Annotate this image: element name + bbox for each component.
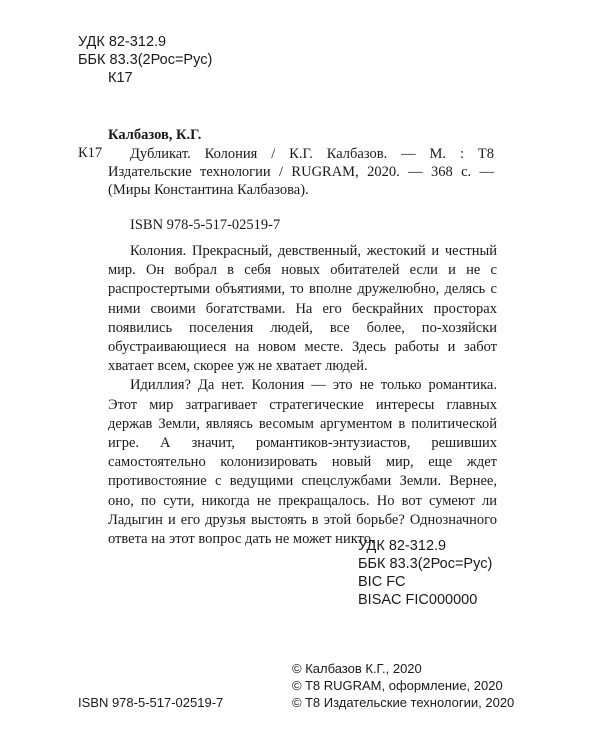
catalog-entry	[108, 126, 494, 234]
class-bic: BIC FC	[358, 574, 406, 590]
annotation-paragraph-1: Колония. Прекрасный, девственный, жестокий и честный мир. Он вобрал в себя новых обитателей если и не с распростертыми объятиями, то вполне дружелюбно, делясь с ними своими богатствами. На его бескрайних просторах появились поселения людей, все более, по-хозяйски обустраивающиеся на новом месте. Здесь работы и забот хватает всем, скорее уж не хватает людей.	[108, 243, 497, 375]
top-author-mark: К17	[108, 70, 133, 86]
copyright-line-3: © T8 Издательские технологии, 2020	[292, 695, 515, 710]
copyright-line-1: © Калбазов К.Г., 2020	[292, 661, 422, 676]
top-codes	[78, 33, 318, 87]
class-udk: УДК 82-312.9	[358, 538, 447, 554]
copyright	[292, 660, 532, 711]
catalog-description: Дубликат. Колония / К.Г. Калбазов. — М. : T8 Издательские технологии / RUGRAM, 2020. — 368 с. — (Миры Константина Калбазова).	[108, 146, 494, 198]
class-bisac: BISAC FIC000000	[358, 592, 478, 608]
catalog-isbn: ISBN 978-5-517-02519-7	[130, 217, 281, 233]
classification	[358, 537, 558, 609]
bottom-isbn: ISBN 978-5-517-02519-7	[78, 695, 224, 710]
top-bbk: ББК 83.3(2Рос=Рус)	[78, 52, 213, 68]
copyright-line-2: © T8 RUGRAM, оформление, 2020	[292, 678, 503, 693]
annotation-paragraph-2: Идиллия? Да нет. Колония — это не только романтика. Этот мир затрагивает стратегические интересы главных держав Земли, являясь весомым аргументом в политической игре. А значит, романтиков-энтузиастов, решивших самостоятельно колонизировать новый мир, еще ждет противостояние с ведущими спецслужбами Земли. Вернее, оно, по сути, никогда не прекращалось. Но вот сумеют ли Ладыгин и его друзья выстоять в этой борьбе? Однозначного ответа на этот вопрос дать не может никто.	[108, 377, 497, 548]
annotation	[108, 242, 497, 549]
catalog-margin-mark: К17	[78, 145, 103, 161]
top-udk: УДК 82-312.9	[78, 34, 167, 50]
class-bbk: ББК 83.3(2Рос=Рус)	[358, 556, 493, 572]
catalog-author: Калбазов, К.Г.	[108, 127, 202, 143]
